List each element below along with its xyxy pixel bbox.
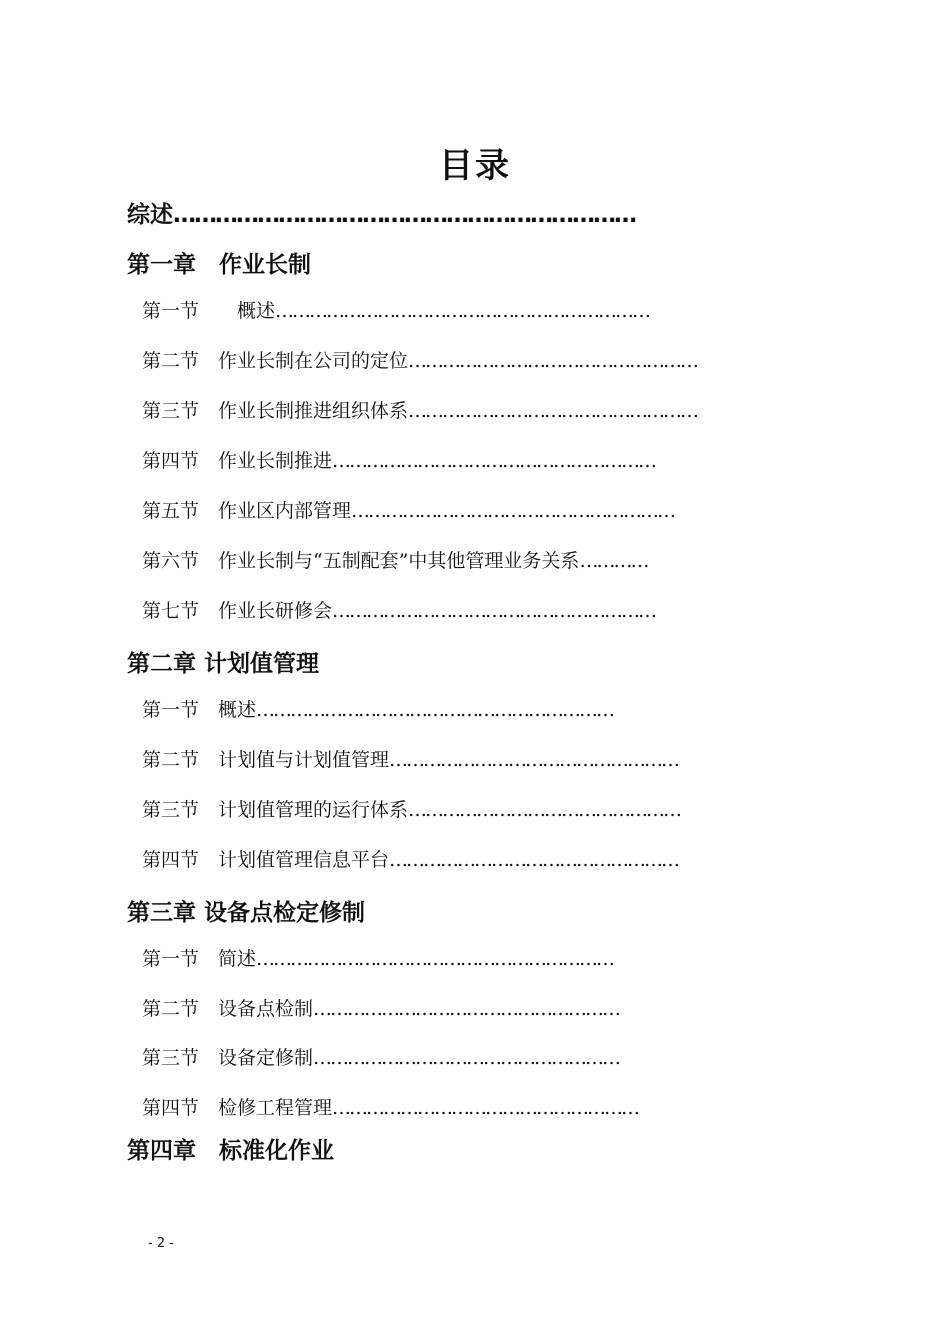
toc-leader-dots: ………………………………………………………… xyxy=(173,202,635,228)
toc-leader-dots: ………………………………………………… xyxy=(332,600,656,622)
toc-section xyxy=(142,795,680,822)
toc-entry-label: 第二节 计划值与计划值管理 xyxy=(142,749,390,771)
toc-leader-dots: ……………………………………………………… xyxy=(256,699,614,721)
toc-leader-dots: ………… xyxy=(579,550,648,572)
toc-entry-label: 第四节 作业长制推进 xyxy=(142,450,333,472)
toc-leader-dots: ……………………………………………… xyxy=(332,1097,639,1119)
toc-chapter-4: 第四章 标准化作业 xyxy=(127,1138,334,1164)
toc-section xyxy=(142,396,697,423)
toc-entry-label: 第一节 概述 xyxy=(142,300,276,322)
toc-section xyxy=(142,745,678,772)
toc-chapter-2: 第二章 计划值管理 xyxy=(127,651,320,677)
toc-leader-dots: …………………………………………… xyxy=(389,849,679,871)
toc-leader-dots: …………………………………………… xyxy=(408,400,698,422)
toc-section xyxy=(142,994,619,1021)
page-number: - 2 - xyxy=(148,1236,174,1251)
toc-section xyxy=(142,1043,619,1070)
page-title: 目录 xyxy=(439,146,511,186)
toc-entry-label: 第四节 计划值管理信息平台 xyxy=(142,849,390,871)
toc-chapter-1: 第一章 作业长制 xyxy=(127,252,311,278)
toc-leader-dots: ………………………………………………………… xyxy=(275,300,650,322)
toc-entry-label: 第三节 作业长制推进组织体系 xyxy=(142,400,409,422)
toc-entry-label: 第一节 简述 xyxy=(142,948,257,970)
toc-entry-label: 第六节 作业长制与“五制配套”中其他管理业务关系 xyxy=(142,550,580,572)
toc-entry-label: 第三节 设备定修制 xyxy=(142,1047,314,1069)
toc-section xyxy=(142,845,678,872)
toc-section xyxy=(142,346,697,373)
toc-chapter-3: 第三章 设备点检定修制 xyxy=(127,900,366,926)
toc-entry-label: 第二节 作业长制在公司的定位 xyxy=(142,350,409,372)
toc-summary xyxy=(127,196,635,229)
toc-section xyxy=(142,546,647,573)
toc-section xyxy=(142,296,649,323)
toc-section xyxy=(142,695,613,722)
toc-entry-label: 综述 xyxy=(127,202,173,228)
toc-section xyxy=(142,446,655,473)
toc-section xyxy=(142,596,655,623)
toc-leader-dots: ……………………………………………… xyxy=(313,1047,620,1069)
toc-entry-label: 第四节 检修工程管理 xyxy=(142,1097,333,1119)
toc-leader-dots: ………………………………………… xyxy=(408,799,681,821)
toc-leader-dots: ………………………………………………… xyxy=(351,500,675,522)
toc-entry-label: 第二节 设备点检制 xyxy=(142,998,314,1020)
toc-entry-label: 第一节 概述 xyxy=(142,699,257,721)
toc-section xyxy=(142,944,613,971)
toc-section xyxy=(142,1093,638,1120)
toc-section xyxy=(142,496,674,523)
toc-leader-dots: ……………………………………………………… xyxy=(256,948,614,970)
toc-leader-dots: ……………………………………………… xyxy=(313,998,620,1020)
toc-leader-dots: …………………………………………… xyxy=(408,350,698,372)
toc-leader-dots: …………………………………………… xyxy=(389,749,679,771)
toc-entry-label: 第五节 作业区内部管理 xyxy=(142,500,352,522)
toc-entry-label: 第三节 计划值管理的运行体系 xyxy=(142,799,409,821)
toc-entry-label: 第七节 作业长研修会 xyxy=(142,600,333,622)
toc-leader-dots: ………………………………………………… xyxy=(332,450,656,472)
